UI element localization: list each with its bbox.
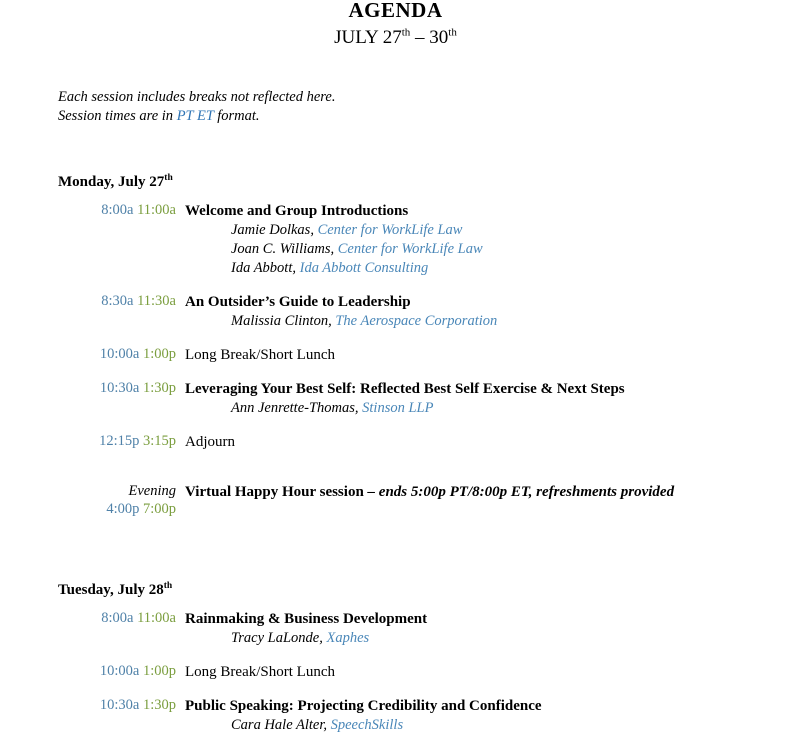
session-detail [185,696,791,735]
session-start-time: 12:15p [99,433,140,449]
session-start-time: 8:30a [101,293,134,309]
session-end-time: 1:00p [142,346,176,362]
session-detail [185,379,791,418]
session-time [58,662,185,681]
date-range [0,20,791,52]
session-start-time: 10:30a [99,697,140,713]
day-heading-tuesday-sup: th [163,581,173,591]
session-detail [185,292,791,331]
note-line-1: Each session includes breaks not reflected here. [58,89,336,105]
speaker-org: SpeechSkills [330,717,404,733]
speaker-line [185,399,791,418]
speaker-line [185,312,791,331]
session-end-time: 1:30p [142,697,176,713]
session-row [58,696,791,735]
session-start-time: 10:00a [99,346,140,362]
session-title: Adjourn [185,434,235,450]
session-list-tuesday [58,609,791,735]
day-heading-tuesday [58,581,791,599]
page-title: AGENDA [348,0,443,22]
session-title-plain: Virtual Happy Hour session [185,484,368,500]
session-title: Public Speaking: Projecting Credibility and Confidence [185,698,542,714]
session-end-time: 11:00a [137,610,176,626]
session-time [58,201,185,220]
speaker-name: Tracy LaLonde, [231,630,327,646]
speaker-org: Center for WorkLife Law [337,241,483,257]
session-title: An Outsider’s Guide to Leadership [185,294,411,310]
session-title: Rainmaking & Business Development [185,611,428,627]
session-start-time: 8:00a [101,610,134,626]
speaker-name: Joan C. Williams, [231,241,338,257]
session-end-time: 11:30a [137,293,176,309]
date-range-sup-1: th [401,26,411,39]
agenda-notes [58,88,791,126]
speaker-org: Stinson LLP [362,400,434,416]
note-line-2-suffix: format. [213,108,260,124]
session-start-time: 10:30a [99,380,140,396]
session-end-time: 3:15p [142,433,176,449]
session-title: Leveraging Your Best Self: Reflected Best Self Exercise & Next Steps [185,381,625,397]
speaker-org: Center for WorkLife Law [317,222,463,238]
speaker-line [185,240,791,259]
day-heading-monday-label: Monday, July 27 [58,174,165,190]
session-detail [185,345,791,365]
session-detail [185,432,791,452]
session-time [58,379,185,398]
session-title-italic: – ends 5:00p PT/8:00p ET, refreshments provided [367,484,675,500]
session-row [58,662,791,682]
day-heading-monday-sup: th [164,173,173,183]
session-start-time: 8:00a [101,202,134,218]
day-heading-tuesday-label: Tuesday, July 28 [58,582,164,598]
session-row [58,609,791,648]
day-block-monday [58,173,791,519]
session-detail [185,662,791,682]
session-end-time: 11:00a [137,202,176,218]
session-title [185,482,791,502]
session-time [58,482,185,519]
session-time [58,609,185,628]
timezone-label: PT ET [176,108,214,124]
session-time [58,292,185,311]
session-row [58,379,791,418]
note-line-2 [58,107,791,126]
session-detail [185,609,791,648]
session-row-evening [58,482,791,519]
speaker-name: Cara Hale Alter, [231,717,331,733]
session-list-monday [58,201,791,519]
document-header [0,0,791,52]
speaker-line [185,259,791,278]
speaker-org: Xaphes [326,630,370,646]
session-end-time: 1:00p [142,663,176,679]
session-title: Long Break/Short Lunch [185,347,335,363]
session-row [58,292,791,331]
speaker-name: Malissia Clinton, [231,313,336,329]
day-block-tuesday [58,581,791,735]
date-range-sup-2: th [448,26,457,39]
session-row [58,432,791,452]
speaker-line [185,629,791,648]
speaker-name: Ann Jenrette-Thomas, [231,400,363,416]
session-time [58,696,185,715]
speaker-name: Ida Abbott, [231,260,300,276]
session-row [58,345,791,365]
session-start-time: 10:00a [99,663,140,679]
evening-spacer [58,466,791,482]
session-time-label: Evening [128,483,176,499]
session-row [58,201,791,278]
speaker-line [185,716,791,735]
date-range-prefix: JULY 27 [334,27,402,48]
speaker-name: Jamie Dolkas, [231,222,318,238]
note-line-2-prefix: Session times are in [58,108,177,124]
session-end-time: 7:00p [142,501,176,517]
session-title: Long Break/Short Lunch [185,664,335,680]
session-time [58,345,185,364]
session-detail [185,482,791,502]
session-time [58,432,185,451]
day-heading-monday [58,173,791,191]
session-end-time: 1:30p [142,380,176,396]
session-title: Welcome and Group Introductions [185,203,409,219]
speaker-line [185,221,791,240]
session-detail [185,201,791,278]
speaker-org: The Aerospace Corporation [335,313,498,329]
date-range-middle: – 30 [410,27,449,48]
speaker-org: Ida Abbott Consulting [299,260,429,276]
session-start-time: 4:00p [106,501,140,517]
